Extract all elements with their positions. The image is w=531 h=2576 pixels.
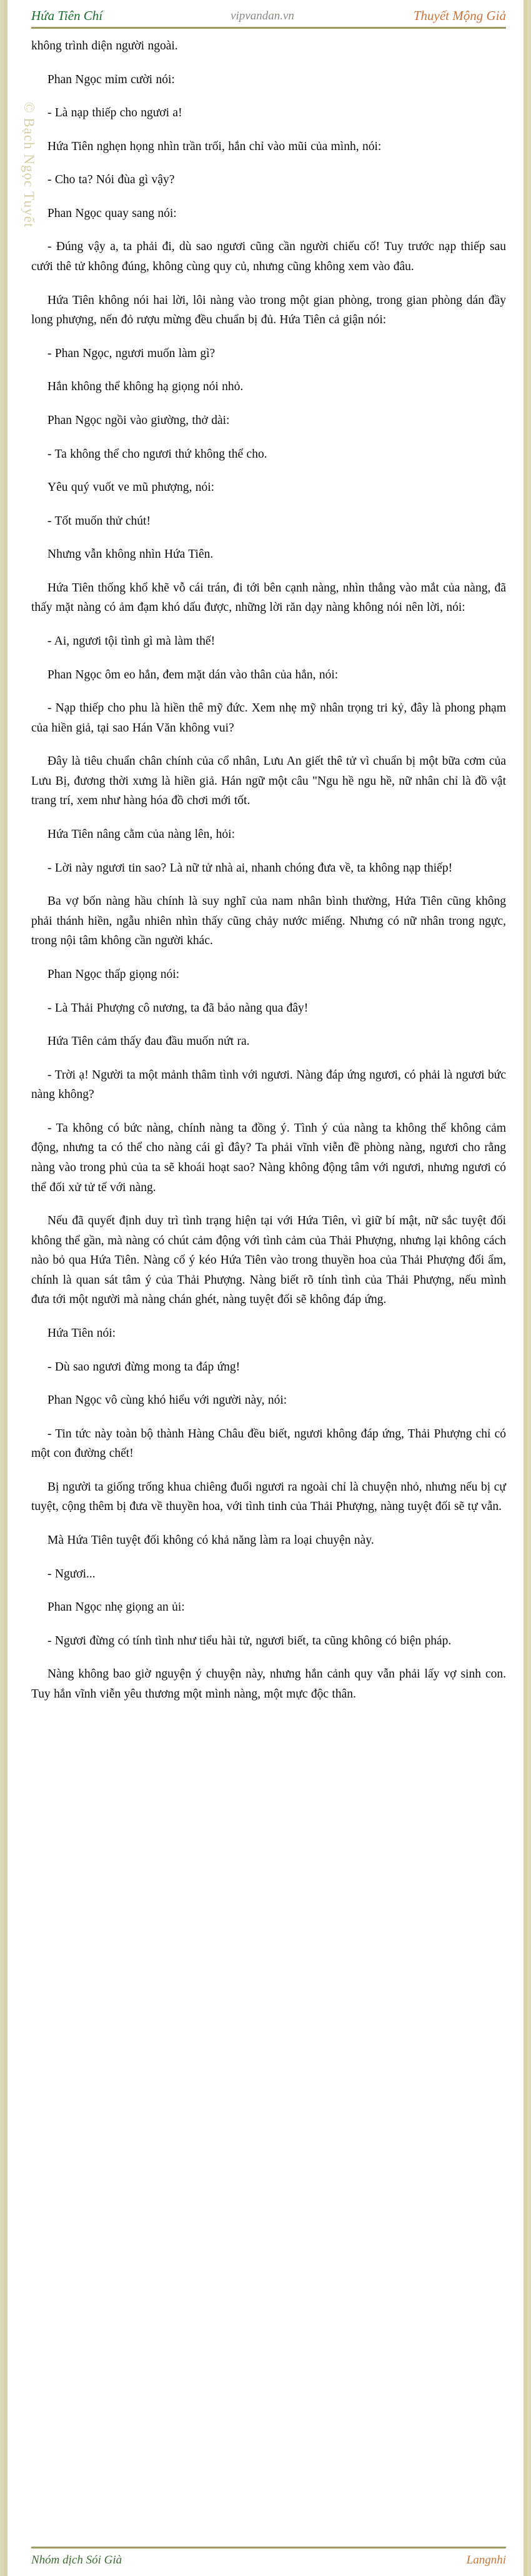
paragraph: Hứa Tiên nâng cằm của nàng lên, hỏi: [47,828,236,842]
paragraph: Hứa Tiên cảm thấy đau đầu muốn nứt ra. [47,1035,250,1049]
paragraph: Hắn không thể không hạ giọng nói nhỏ. [47,380,244,394]
paragraph: Nếu đã quyết định duy trì tình trạng hiện tại với Hứa Tiên, vì giữ bí mật, nữ sắc tuyệt đối không thể gần, mà nàng có chút cảm động với tình cảm của Thải Phượng, nhưng lại không cách nào bỏ qua Hứa Tiên. Nàng cố ý kéo Hứa Tiên vào trong thuyền hoa của Thải Phượng đối ẩm, chính là quan sát tâm ý của Thải Phượng. Nàng biết rõ tính tình của Thải Phượng, nếu mình đưa tới một người mà nàng chán ghét, nàng tuyệt đối sẽ không đáp ứng. [31,1214,506,1307]
paragraph: Nhưng vẫn không nhìn Hứa Tiên. [47,548,214,561]
paragraph: Bị người ta giống trống khua chiêng đuổi ngươi ra ngoài chỉ là chuyện nhỏ, nhưng nếu bị cự tuyệt, cộng thêm bị đưa về thuyền hoa, với tình tinh của Thải Phượng, nàng tuyệt đối sẽ tự vẫn. [31,1480,506,1514]
paragraph: - Dù sao ngươi đừng mong ta đáp ứng! [47,1360,241,1374]
paragraph: Phan Ngọc ngồi vào giường, thở dài: [47,413,230,427]
paragraph: Phan Ngọc ôm eo hắn, đem mặt dán vào thân của hắn, nói: [47,668,339,682]
paragraph: Nàng không bao giờ nguyện ý chuyện này, nhưng hắn cảnh quy vẫn phải lấy vợ sinh con. Tuy hắn vĩnh viễn yêu thương một mình nàng, một mực độc thân. [31,1668,506,1701]
header-site-url: vipvandan.vn [231,9,294,23]
paragraph: - Ngươi... [47,1567,96,1581]
paragraph: Đây là tiêu chuẩn chân chính của cổ nhân, Lưu An giết thê tử vì chuẩn bị một bữa cơm của Lưu Bị, đương thời xưng là hiền giả. Hán ngữ một câu "Ngu hề ngu hề, nữ nhân chỉ là đồ vật trang trí, xem như hàng hóa đồ chơi mới tốt. [31,755,506,808]
paragraph: Hứa Tiên không nói hai lời, lôi nàng vào trong một gian phòng, trong gian phòng dán đầy long phượng, nến đỏ rượu mừng đều chuẩn bị đủ. Hứa Tiên cả giận nói: [31,293,506,327]
header-book-title: Hứa Tiên Chí [31,8,103,23]
footer-translator: Langnhi [466,2553,506,2567]
page-footer [31,2547,506,2567]
paragraph: không trình diện người ngoài. [31,39,178,53]
paragraph: Phan Ngọc vô cùng khó hiểu với người này, nói: [47,1394,287,1407]
paragraph: - Lời này ngươi tin sao? Là nữ tử nhà ai, nhanh chóng đưa về, ta không nạp thiếp! [47,861,453,875]
page-rail-left [4,0,7,2576]
paragraph: Phan Ngọc thấp giọng nói: [47,967,180,981]
paragraph: - Tin tức này toàn bộ thành Hàng Châu đều biết, ngươi không đáp ứng, Thải Phượng chỉ có một con đường chết! [31,1427,506,1461]
paragraph: - Trời ạ! Người ta một mảnh thâm tình với ngươi. Nàng đáp ứng ngươi, có phải là ngươi bức nàng không? [31,1068,506,1102]
paragraph: Phan Ngọc nhẹ giọng an ủi: [47,1601,185,1614]
page-header [31,0,506,29]
paragraph: Ba vợ bốn nàng hầu chính là suy nghĩ của nam nhân bình thường, Hứa Tiên cũng không phải thánh hiền, ngẫu nhiên nhìn thấy cũng chảy nước miếng. Nhưng có nữ nhân trong ngực, trong nội tâm không cần người khác. [31,895,506,948]
paragraph: - Phan Ngọc, ngươi muốn làm gì? [47,346,216,360]
paragraph: - Ta không có bức nàng, chính nàng ta đồng ý. Tình ý của nàng ta không thể không cảm động, nhưng ta có thể cho nàng cái gì đây? Ta phải vĩnh viễn đề phòng nàng, ngươi cho rằng nàng vào trong phủ của ta sẽ khoái hoạt sao? Nàng không động tâm với ngươi, nhưng ngươi có thể đối xử tử tế với nàng. [31,1121,506,1194]
paragraph: Mà Hứa Tiên tuyệt đối không có khả năng làm ra loại chuyện này. [47,1534,374,1547]
copyright-watermark: © Bạch Ngọc Tuyết [21,102,37,228]
paragraph: - Nạp thiếp cho phu là hiền thê mỹ đức. Xem nhẹ mỹ nhân trọng tri kỷ, đây là phong phạm của hiền giả, tại sao Hán Văn không vui? [31,702,506,735]
page-rail-right [524,0,527,2576]
paragraph: - Tốt muốn thử chút! [47,514,151,528]
paragraph: - Ta không thể cho ngươi thứ không thể cho. [47,447,267,461]
paragraph: - Là nạp thiếp cho ngươi a! [47,106,182,120]
paragraph: - Đúng vậy a, ta phải đi, dù sao ngươi cũng cần người chiếu cố! Tuy trước nạp thiếp sau cưới thê tử không đúng, không cùng quy củ, nhưng cũng không xem vào đâu. [31,240,506,274]
paragraph: Phan Ngọc mỉm cười nói: [47,73,175,86]
paragraph: Hứa Tiên nói: [47,1327,116,1341]
paragraph: Yêu quý vuốt ve mũ phượng, nói: [47,481,215,495]
paragraph: Hứa Tiên thống khổ khẽ vỗ cái trán, đi tới bên cạnh nàng, nhìn thẳng vào mắt của nàng, đã thấy mặt nàng có ảm đạm khó dấu được, những lời răn dạy nàng không nói nên lời, nói: [31,581,506,615]
paragraph: Phan Ngọc quay sang nói: [47,206,177,220]
header-author-name: Thuyết Mộng Giả [413,8,506,23]
paragraph: - Là Thải Phượng cô nương, ta đã bảo nàng qua đây! [47,1001,309,1015]
paragraph: - Ai, ngươi tội tình gì mà làm thế! [47,634,216,648]
paragraph: - Ngươi đừng có tính tình như tiểu hài tử, ngươi biết, ta cũng không có biện pháp. [47,1634,452,1648]
chapter-body [31,29,506,1704]
paragraph: Hứa Tiên nghẹn họng nhìn trần trối, hắn chỉ vào mũi của mình, nói: [47,139,382,153]
footer-translation-group: Nhóm dịch Sói Già [31,2553,122,2567]
paragraph: - Cho ta? Nói đùa gì vậy? [47,173,175,187]
